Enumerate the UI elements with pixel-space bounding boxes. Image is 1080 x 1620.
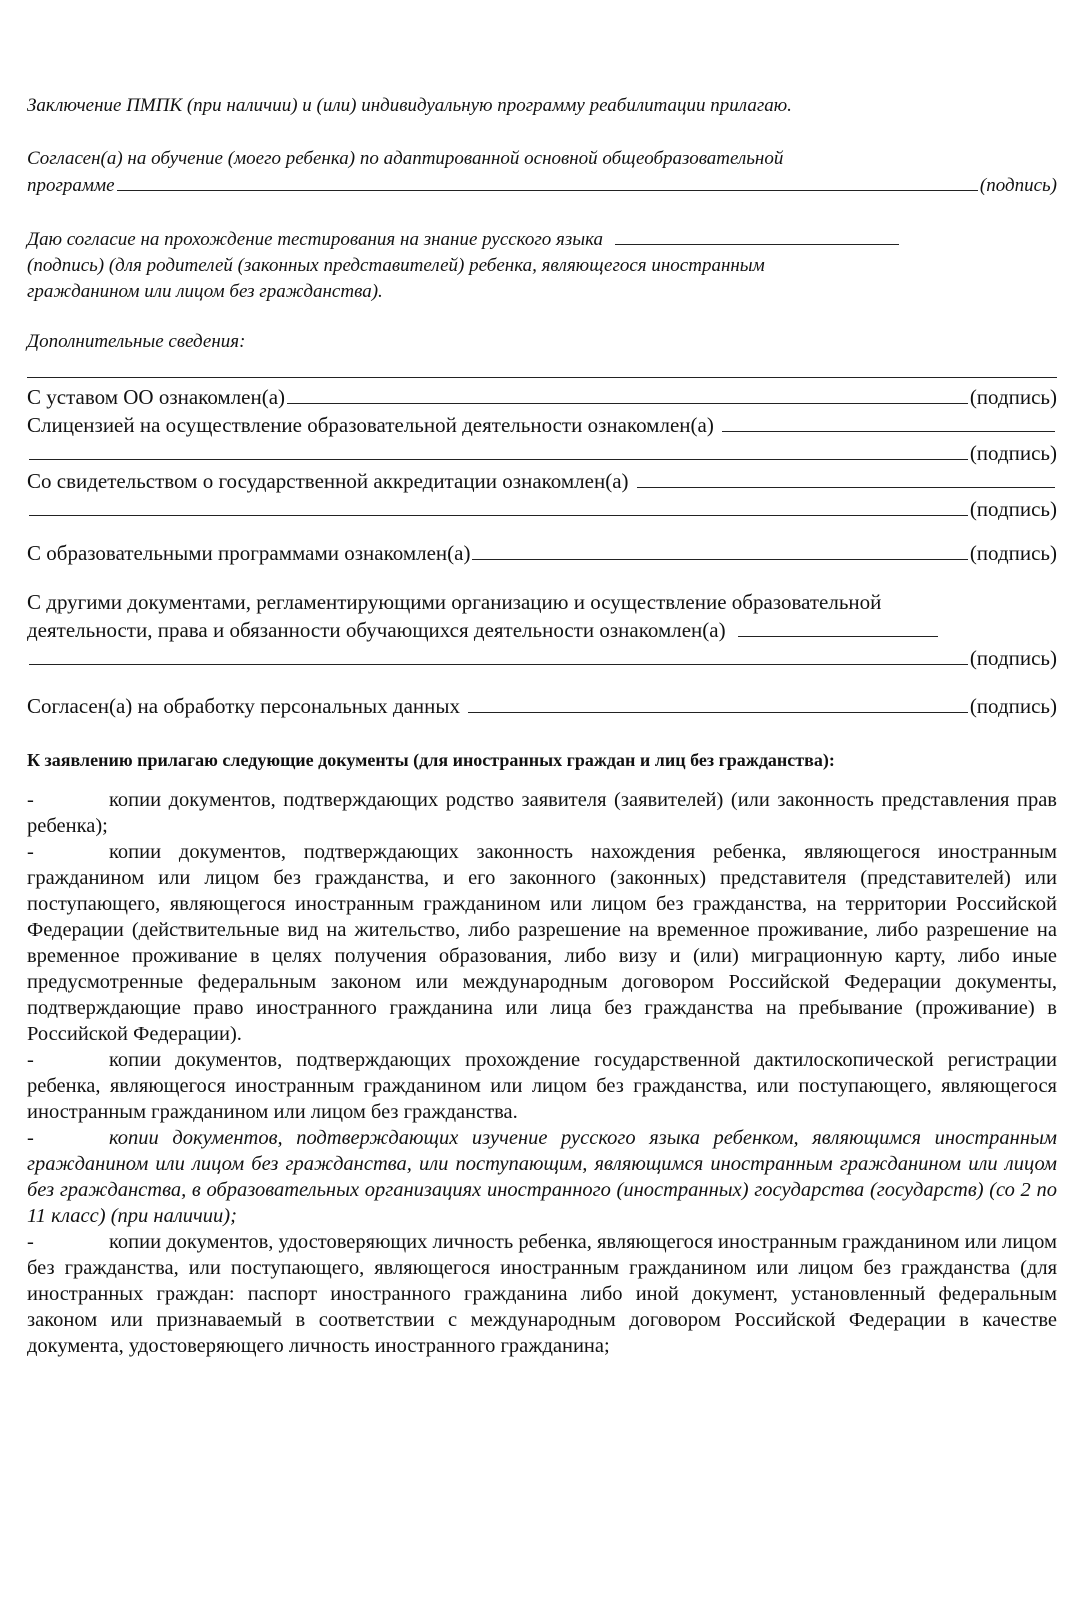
signature-label: (подпись) <box>979 175 1057 197</box>
russian-test-line3: гражданином или лицом без гражданства). <box>27 281 383 303</box>
adapted-program-prefix: программе <box>27 175 115 197</box>
signature-label: (подпись) <box>969 540 1057 565</box>
signature-line[interactable] <box>287 383 968 404</box>
ack-charter <box>27 383 1057 411</box>
russian-test-consent <box>27 226 1057 305</box>
ack-programs-row <box>27 539 1057 567</box>
document-page <box>27 0 1057 1620</box>
signature-line[interactable] <box>722 411 1055 432</box>
ack-accreditation-sign <box>27 495 1057 523</box>
ack-other-line2-text: деятельности, права и обязанности обучающихся деятельности ознакомлен(а) <box>27 617 726 642</box>
extra-info-label: Дополнительные сведения: <box>27 331 246 352</box>
ack-programs-label: С образовательными программами ознакомлен(а) <box>27 540 471 565</box>
acknowledgements <box>27 383 1057 523</box>
list-dash: - <box>27 1231 34 1253</box>
ack-other-line1: С другими документами, регламентирующими организацию и осуществление образовательной <box>27 590 882 614</box>
signature-line[interactable] <box>472 539 967 560</box>
adapted-program-line2 <box>27 172 1057 199</box>
signature-line[interactable] <box>738 616 938 637</box>
signature-line[interactable] <box>29 439 968 460</box>
ack-programs <box>27 539 1057 567</box>
attachment-text: копии документов, подтверждающих родство заявителя (заявителей) (или законность представления прав ребенка); <box>27 789 1057 837</box>
signature-line[interactable] <box>468 692 968 713</box>
signature-line[interactable] <box>637 467 1055 488</box>
attachment-text: копии документов, подтверждающих законность нахождения ребенка, являющегося иностранным гражданином или лицом без гражданства, и его законного (законных) представителя (представителей) или поступающего, являющегося иностранным гражданином или лицом без гражданства, на территории Российской Федерации (действительные вид на жительство, либо разрешение на временное проживание, либо разрешение на временное проживание в целях получения образования, либо визу и (или) миграционную карту, либо иные предусмотренные федеральным законом или международным договором Российской Федерации документы, подтверждающие право иностранного гражданина или лица без гражданства на пребывание (проживание) в Российской Федерации). <box>27 841 1057 1045</box>
adapted-program-line1: Согласен(а) на обучение (моего ребенка) по адаптированной основной общеобразовательной <box>27 148 784 169</box>
ack-license-label: Слицензией на осуществление образовательной деятельности ознакомлен(а) <box>27 412 714 437</box>
signature-label: (подпись) <box>969 384 1057 409</box>
attachment-item-3 <box>27 1047 1057 1125</box>
list-dash: - <box>27 789 34 811</box>
ack-other-documents <box>27 589 1057 672</box>
signature-label: (подпись) <box>969 440 1057 465</box>
ack-personal-data <box>27 692 1057 720</box>
ack-license <box>27 411 1057 439</box>
attachment-item-1 <box>27 787 1057 839</box>
signature-line[interactable] <box>29 495 968 516</box>
ack-other-line2 <box>27 616 1057 644</box>
ack-accreditation-label: Со свидетельством о государственной аккредитации ознакомлен(а) <box>27 468 629 493</box>
attachment-item-5 <box>27 1229 1057 1359</box>
ack-charter-label: С уставом ОО ознакомлен(а) <box>27 384 286 409</box>
signature-line[interactable] <box>29 644 968 665</box>
signature-label: (подпись) <box>969 693 1057 718</box>
adapted-program-consent <box>27 146 1057 199</box>
ack-accreditation <box>27 467 1057 495</box>
russian-test-text: Даю согласие на прохождение тестирования на знание русского языка <box>27 229 604 251</box>
ack-other-sign <box>27 644 1057 672</box>
attachment-item-2 <box>27 839 1057 1047</box>
signature-line[interactable] <box>615 226 899 245</box>
attachment-text: копии документов, удостоверяющих личность ребенка, являющегося иностранным гражданином или лицом без гражданства, или поступающего, являющегося иностранным гражданином или лицом без гражданства (для иностранных граждан: паспорт иностранного гражданина либо иной документ, установленный федеральным законом или признаваемый в соответствии с международным договором Российской Федерации в качестве документа, удостоверяющего личность иностранного гражданина; <box>27 1231 1057 1357</box>
ack-personal-data-row <box>27 692 1057 720</box>
attachments-heading: К заявлению прилагаю следующие документы (для иностранных граждан и лиц без гражданства): <box>27 750 835 770</box>
list-dash: - <box>27 1127 34 1149</box>
attachments-list <box>27 787 1057 1359</box>
signature-label: (подпись) <box>969 496 1057 521</box>
signature-label: (подпись) <box>969 645 1057 670</box>
attachment-item-4 <box>27 1125 1057 1229</box>
attachment-text: копии документов, подтверждающих прохождение государственной дактилоскопической регистрации ребенка, являющегося иностранным гражданином или лицом без гражданства, или поступающего, являющегося иностранным гражданином или лицом без гражданства. <box>27 1049 1057 1123</box>
russian-test-line2: (подпись) (для родителей (законных представителей) ребенка, являющегося иностранным <box>27 255 765 277</box>
ack-license-sign <box>27 439 1057 467</box>
signature-line[interactable] <box>117 172 978 191</box>
list-dash: - <box>27 1049 34 1071</box>
ack-personal-data-label: Согласен(а) на обработку персональных данных <box>27 693 460 718</box>
attachment-text: копии документов, подтверждающих изучение русского языка ребенком, являющимся иностранным гражданином или лицом без гражданства, или поступающим, являющимся иностранным гражданином или лицом без гражданства, в образовательных организациях иностранного (иностранных) государства (государств) (со 2 по 11 класс) (при наличии); <box>27 1127 1057 1227</box>
list-dash: - <box>27 841 34 863</box>
russian-test-line1 <box>27 226 1057 253</box>
pmpk-paragraph: Заключение ПМПК (при наличии) и (или) индивидуальную программу реабилитации прилагаю. <box>27 95 792 116</box>
extra-info-line[interactable] <box>27 377 1057 378</box>
